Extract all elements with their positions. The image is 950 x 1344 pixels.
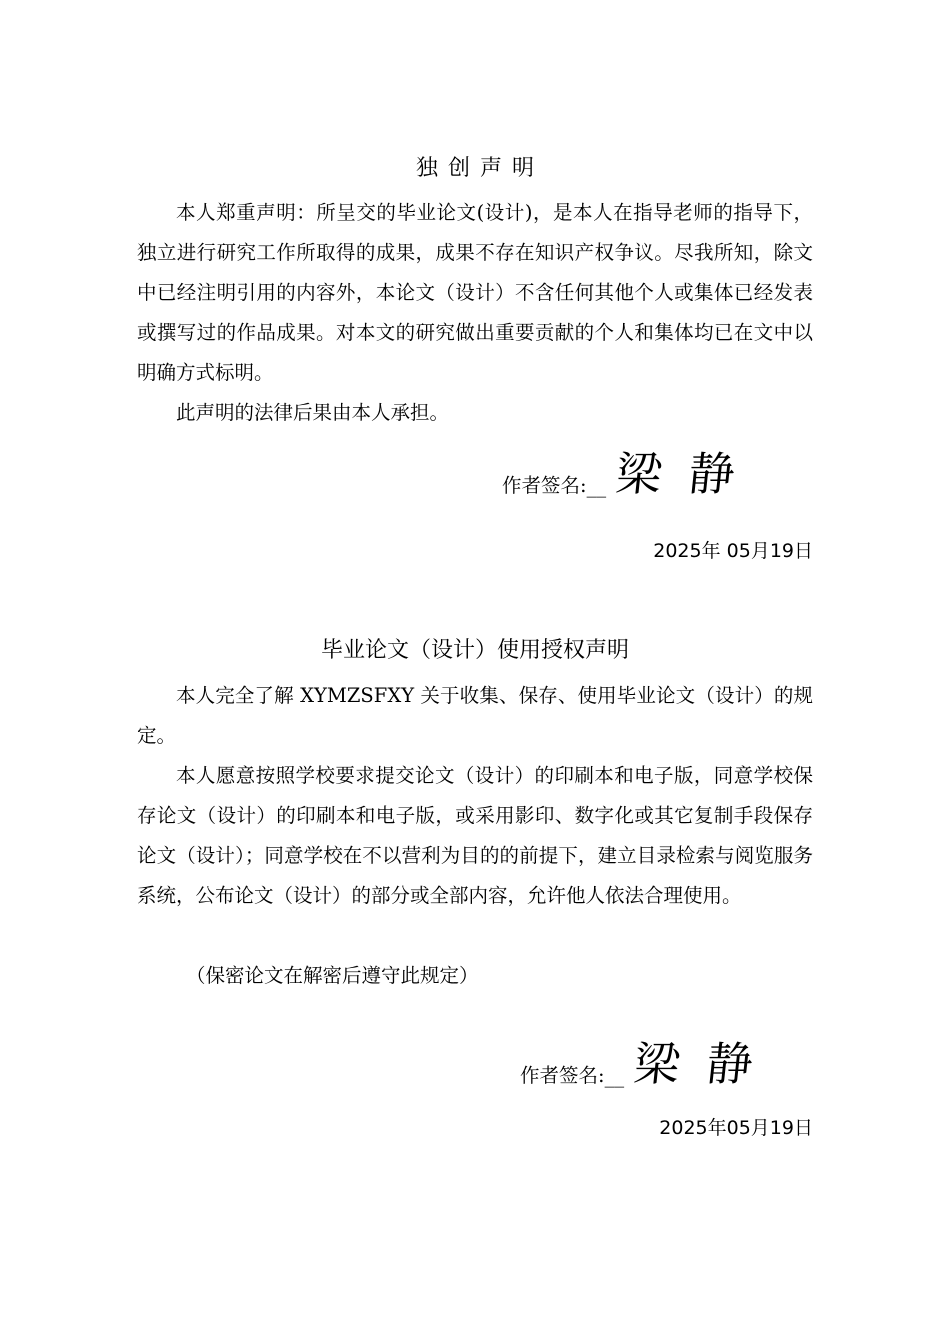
declaration-paragraph-2: 此声明的法律后果由本人承担。	[176, 401, 450, 424]
declaration-title: 独创声明	[415, 156, 544, 181]
signature-label: 作者签名:	[520, 1064, 605, 1087]
declaration-signature-row	[502, 447, 744, 501]
authorization-paragraph-1: 本人完全了解 XYMZSFXY 关于收集、保存、使用毕业论文（设计）的规定。	[137, 684, 813, 747]
handwritten-signature: 梁 静	[613, 447, 744, 501]
authorization-date: 2025年05月19日	[659, 1117, 813, 1139]
authorization-signature-row	[520, 1037, 762, 1091]
authorization-paragraph-2: 本人愿意按照学校要求提交论文（设计）的印刷本和电子版，同意学校保存论文（设计）的印刷本和电子版，或采用影印、数字化或其它复制手段保存论文（设计）；同意学校在不以营利为目的的前提下，建立目录检索与阅览服务系统，公布论文（设计）的部分或全部内容，允许他人依法合理使用。	[137, 764, 813, 907]
declaration-paragraph-1: 本人郑重声明：所呈交的毕业论文(设计)，是本人在指导老师的指导下，独立进行研究工作所取得的成果，成果不存在知识产权争议。尽我所知，除文中已经注明引用的内容外，本论文（设计）不含任何其他个人或集体已经发表或撰写过的作品成果。对本文的研究做出重要贡献的个人和集体均已在文中以明确方式标明。	[137, 201, 813, 384]
declaration-date: 2025年 05月19日	[653, 540, 813, 562]
signature-label: 作者签名:	[502, 474, 587, 497]
signature-blank: __	[586, 475, 607, 498]
signature-blank: __	[604, 1065, 625, 1088]
handwritten-signature: 梁 静	[631, 1037, 762, 1091]
authorization-title: 毕业论文（设计）使用授权声明	[320, 638, 629, 663]
authorization-note: （保密论文在解密后遵守此规定）	[186, 964, 479, 987]
